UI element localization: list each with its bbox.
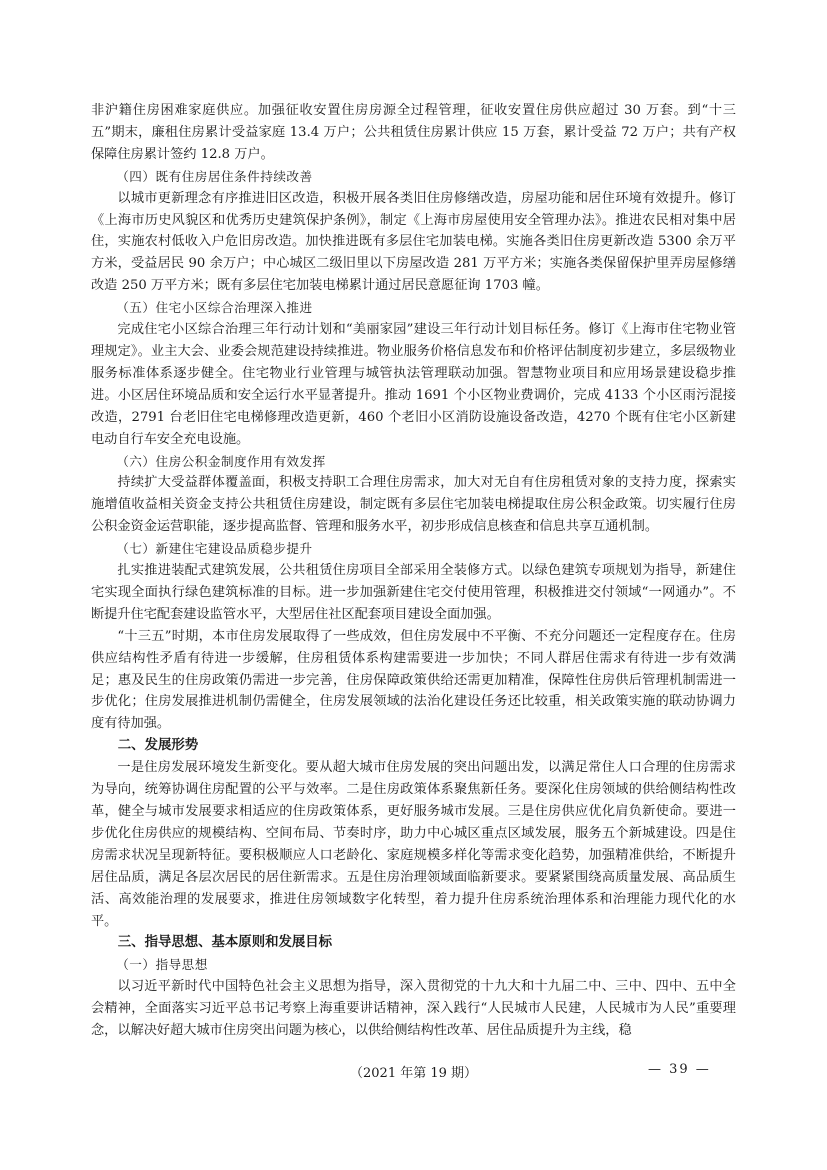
subheading-guiding-ideology: （一）指导思想 — [116, 957, 208, 973]
paragraph-new-construction: 扎实推进装配式建筑发展，公共租赁住房项目全部采用全装修方式。以绿色建筑专项规划为指导，新建住宅实现全面执行绿色建筑标准的目标。进一步加强新建住宅交付使用管理，积极推进交付领域“一网通办”。不断提升住宅配套建设监管水平，大型居住社区配套项目建设全面加强。 — [91, 563, 736, 622]
subheading-community-governance: （五）住宅小区综合治理深入推进 — [116, 300, 313, 316]
page-number: — 39 — — [648, 1062, 711, 1077]
heading-development-situation: 二、发展形势 — [117, 738, 199, 754]
paragraph-existing-housing: 以城市更新理念有序推进旧区改造，积极开展各类旧住房修缮改造，房屋功能和居住环境有效提升。修订《上海市历史风貌区和优秀历史建筑保护条例》，制定《上海市房屋使用安全管理办法》。推进农民相对集中居住，实施农村低收入户危旧房改造。加快推进既有多层住宅加装电梯。实施各类旧住房更新改造 5300 余万平方米，受益居民 90 余万户；中心城区二级旧里以下房屋改造 281 万平方米；实施各类保留保护里弄房屋修缮改造 250 万平方米；既有多层住宅加装电梯累计通过居民意愿征询 1703 幢。 — [91, 190, 736, 294]
issue-label: （2021 年第 19 期） — [350, 1066, 478, 1081]
page-footer — [0, 1062, 827, 1082]
paragraph-provident-fund: 持续扩大受益群体覆盖面，积极支持职工合理住房需求，加大对无自有住房租赁对象的支持力度，探索实施增值收益相关资金支持公共租赁住房建设，制定既有多层住宅加装电梯提取住房公积金政策。切实履行住房公积金资金运营职能，逐步提高监督、管理和服务水平，初步形成信息核查和信息共享互通机制。 — [91, 475, 736, 535]
subheading-existing-housing: （四）既有住房居住条件持续改善 — [116, 168, 313, 184]
paragraph-guiding-ideology: 以习近平新时代中国特色社会主义思想为指导，深入贯彻党的十九大和十九届二中、三中、四中、五中全会精神，全面落实习近平总书记考察上海重要讲话精神，深入践行“人民城市人民建，人民城市为人民”重要理念，以解决好超大城市住房突出问题为核心，以供给侧结构性改革、居住品质提升为主线，稳 — [91, 979, 736, 1039]
paragraph-community-governance: 完成住宅小区综合治理三年行动计划和“美丽家园”建设三年行动计划目标任务。修订《上海市住宅物业管理规定》。业主大会、业委会规范建设持续推进。物业服务价格信息发布和价格评估制度初步建立，多层级物业服务标准体系逐步健全。住宅物业行业管理与城管执法管理联动加强。智慧物业项目和应用场景建设稳步推进。小区居住环境品质和安全运行水平显著提升。推动 1691 个小区物业费调价，完成 4133 个小区雨污混接改造，2791 台老旧住宅电梯修理改造更新，460 个老旧小区消防设施设备改造，4270 个既有住宅小区新建电动自行车安全充电设施。 — [91, 322, 736, 447]
document-body — [91, 100, 736, 1042]
paragraph-summary-problems: “十三五”时期，本市住房发展取得了一些成效，但住房发展中不平衡、不充分问题还一定程度存在。住房供应结构性矛盾有待进一步缓解，住房租赁体系构建需要进一步加快；不同人群居住需求有待进一步有效满足；惠及民生的住房政策仍需进一步完善，住房保障政策供给还需更加精准，保障性住房供后管理机制需进一步优化；住房发展推进机制仍需健全，住房发展领域的法治化建设任务还比较重，相关政策实施的联动协调力度有待加强。 — [91, 628, 736, 732]
paragraph-housing-supply: 非沪籍住房困难家庭供应。加强征收安置住房房源全过程管理，征收安置住房供应超过 30 万套。到“十三五”期末，廉租住房累计受益家庭 13.4 万户；公共租赁住房累计供应 15 万套，累计受益 72 万户；共有产权保障住房累计签约 12.8 万户。 — [91, 103, 736, 162]
paragraph-development-situation: 一是住房发展环境发生新变化。要从超大城市住房发展的突出问题出发，以满足常住人口合理的住房需求为导向，统筹协调住房配置的公平与效率。二是住房政策体系聚焦新任务。要深化住房领域的供给侧结构性改革，健全与城市发展要求相适应的住房政策体系，更好服务城市发展。三是住房供应优化肩负新使命。要进一步优化住房供应的规模结构、空间布局、节奏时序，助力中心城区重点区域发展，服务五个新城建设。四是住房需求状况呈现新特征。要积极顺应人口老龄化、家庭规模多样化等需求变化趋势，加强精准供给，不断提升居住品质，满足各层次居民的居住新需求。五是住房治理领域面临新要求。要紧紧围绕高质量发展、高品质生活、高效能治理的发展要求，推进住房领域数字化转型，着力提升住房系统治理体系和治理能力现代化的水平。 — [91, 760, 736, 929]
subheading-new-construction: （七）新建住宅建设品质稳步提升 — [116, 541, 313, 557]
subheading-provident-fund: （六）住房公积金制度作用有效发挥 — [116, 453, 326, 469]
heading-guiding-principles: 三、指导思想、基本原则和发展目标 — [117, 935, 333, 951]
